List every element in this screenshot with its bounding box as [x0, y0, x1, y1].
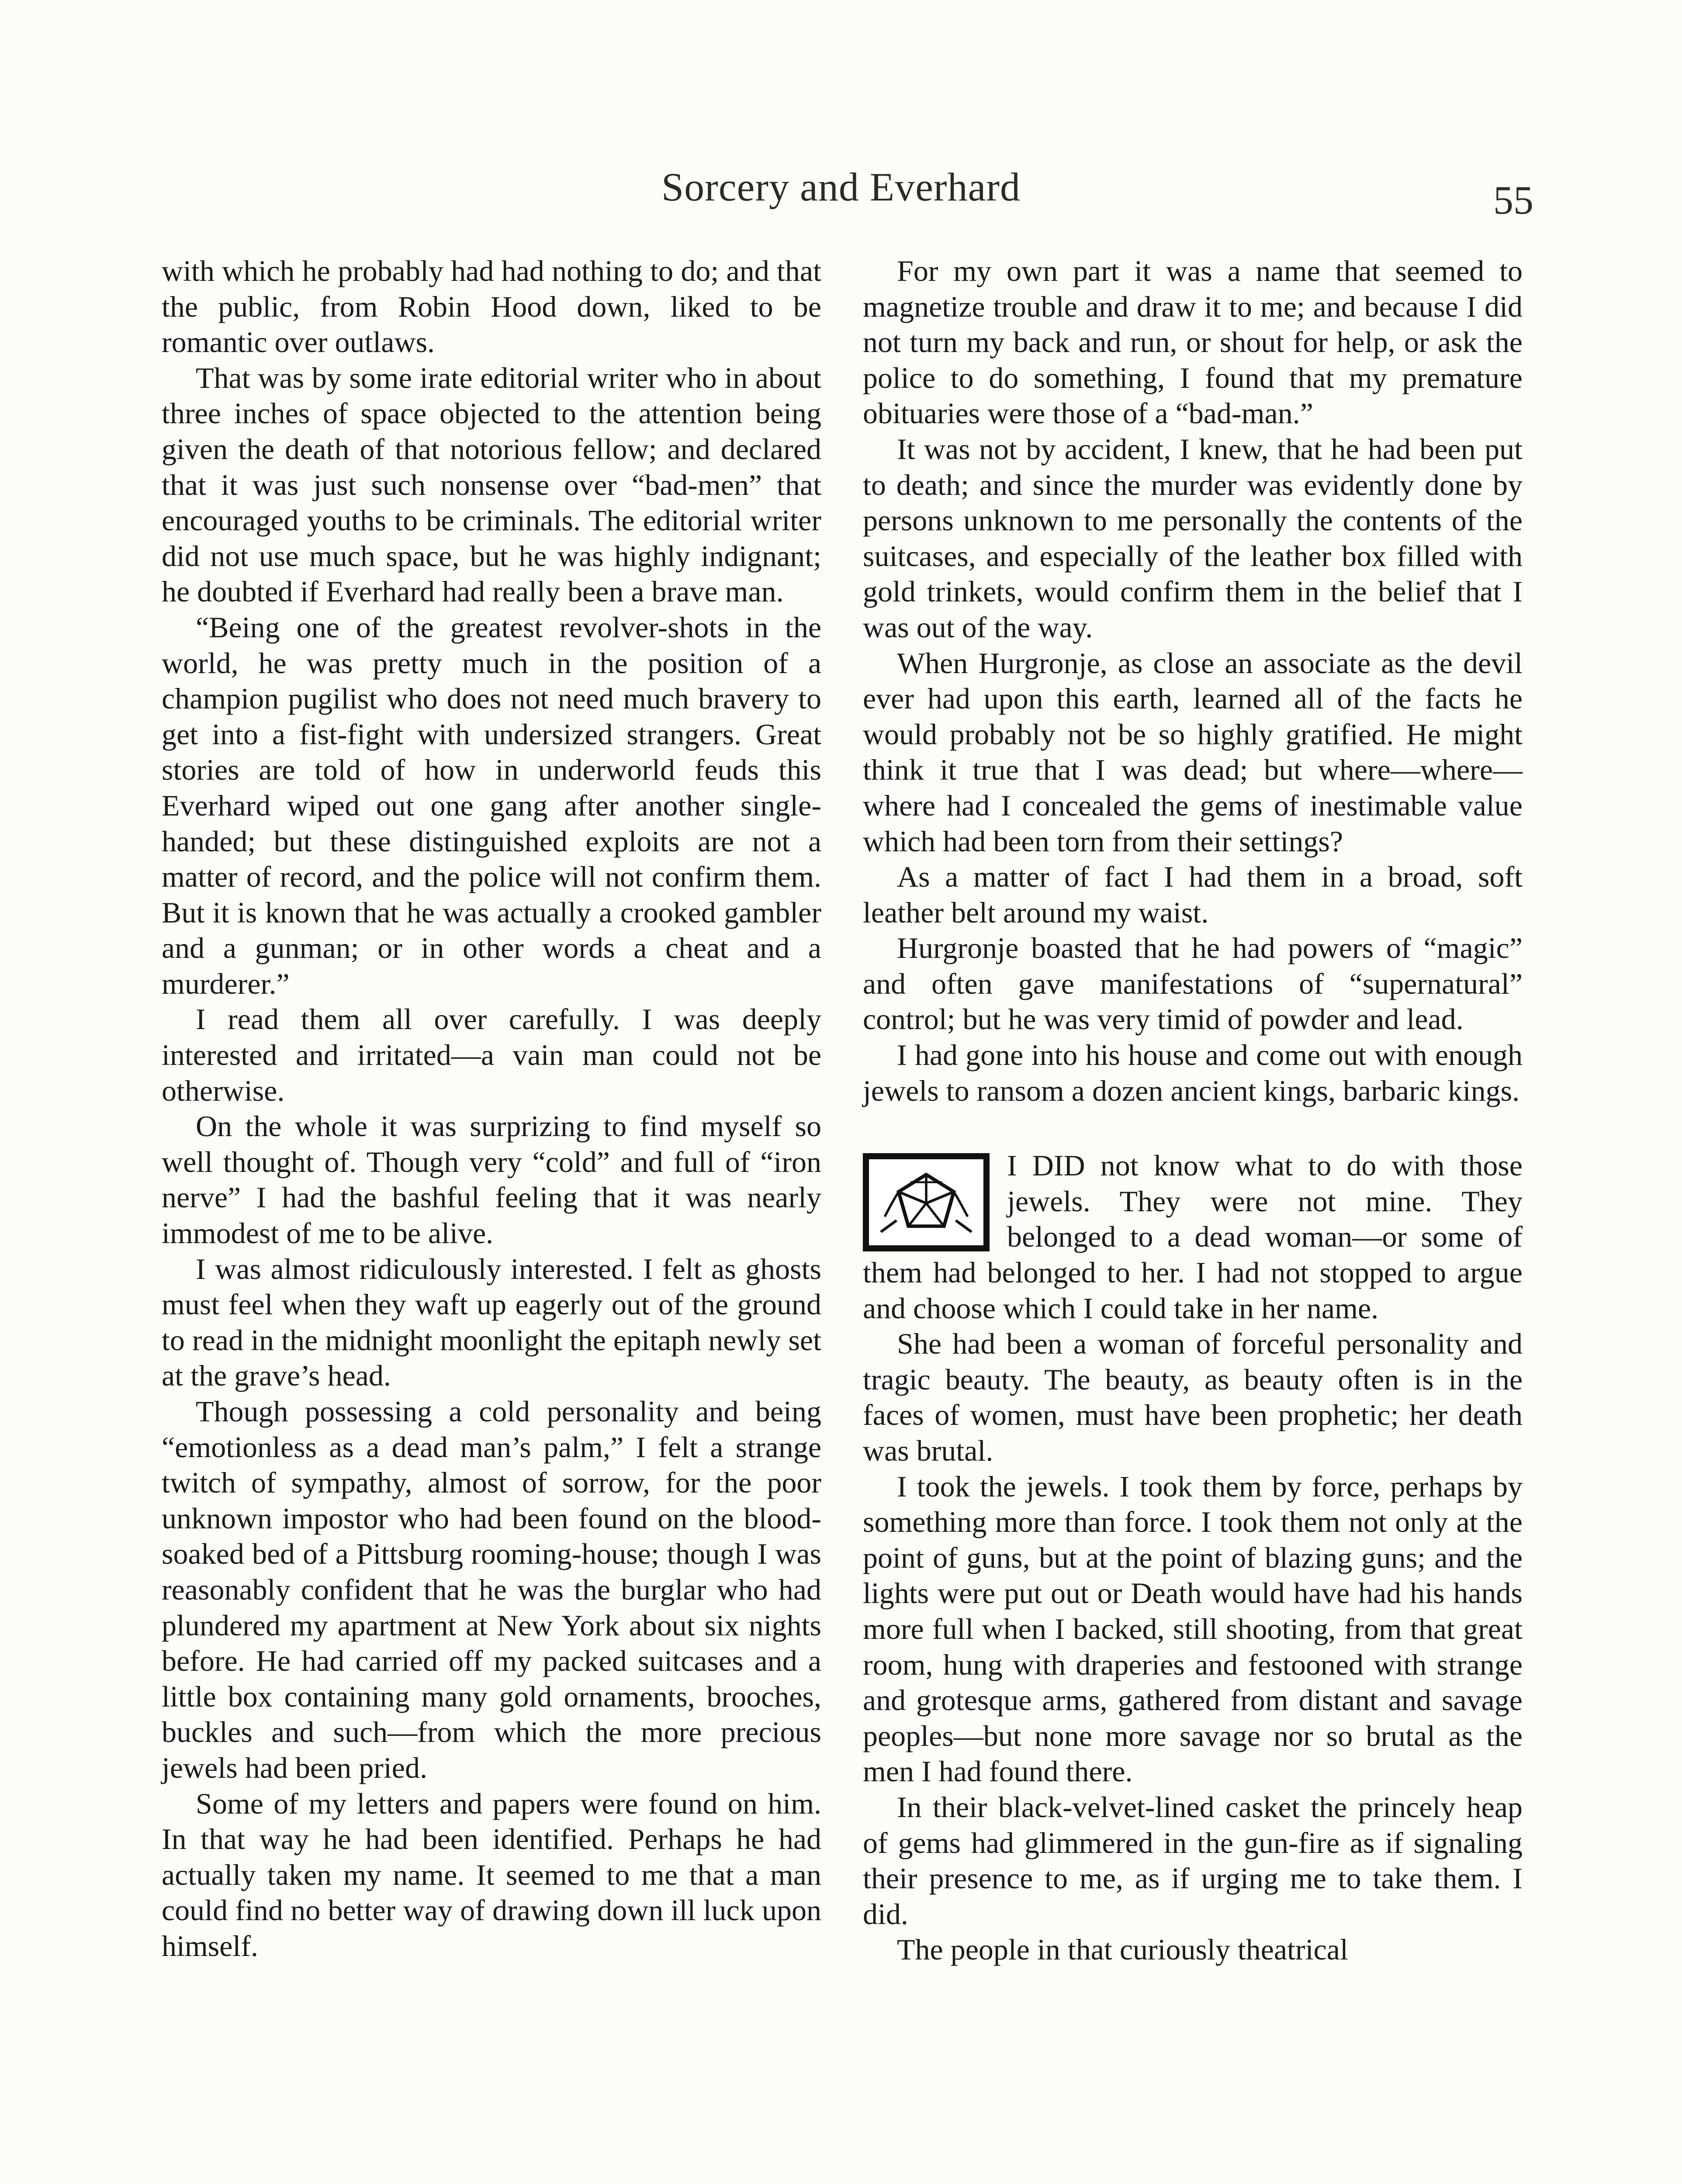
section-break: [863, 1109, 1523, 1148]
paragraph: As a matter of fact I had them in a broad, soft leather belt around my waist.: [863, 860, 1523, 929]
paragraph: It was not by accident, I knew, that he had been put to death; and since the murder was evidently done by persons unknown to me personally the contents of the suitcases, and especially of the leather box filled with gold trinkets, would confirm them in the belief that I was out of the way.: [863, 432, 1523, 644]
diamond-gem-icon: [863, 1153, 990, 1251]
paragraph: For my own part it was a name that seemed to magnetize trouble and draw it to me; and because I did not turn my back and run, or shout for help, or ask the police to do something, I found that my premature obituaries were those of a “bad-man.”: [863, 254, 1523, 430]
paragraph: with which he probably had had nothing to do; and that the public, from Robin Hood down, liked to be romantic over outlaws.: [162, 254, 821, 359]
paragraph: Some of my letters and papers were found on him. In that way he had been identified. Perhaps he had actually taken my name. It seemed to me that a man could find no better way of drawing down ill luck upon himself.: [162, 1787, 821, 1963]
paragraph: I took the jewels. I took them by force, perhaps by something more than force. I took them not only at the point of guns, but at the point of blazing guns; and the lights were put out or Death would have had his hands more full when I backed, still shooting, from that great room, hung with draperies and festooned with strange and grotesque arms, gathered from distant and savage peoples—but none more savage nor so brutal as the men I had found there.: [863, 1469, 1523, 1788]
section-opening: [863, 1148, 1523, 1326]
paragraph: I had gone into his house and come out with enough jewels to ransom a dozen ancient kings, barbaric kings.: [863, 1038, 1523, 1107]
left-column: [162, 253, 821, 1964]
paragraph: That was by some irate editorial writer who in about three inches of space objected to the attention being given the death of that notorious fellow; and declared that it was just such nonsense over “bad-men” that encouraged youths to be criminals. The editorial writer did not use much space, but he was highly indignant; he doubted if Everhard had really been a brave man.: [162, 361, 821, 608]
paragraph: Though possessing a cold personality and being “emotionless as a dead man’s palm,” I felt a strange twitch of sympathy, almost of sorrow, for the poor unknown impostor who had been found on the blood-soaked bed of a Pittsburg rooming-house; though I was reasonably confident that he was the burglar who had plundered my apartment at New York about six nights before. He had carried off my packed suitcases and a little box containing many gold ornaments, brooches, buckles and such—from which the more precious jewels had been pried.: [162, 1395, 821, 1784]
paragraph: The people in that curiously theatrical: [897, 1933, 1348, 1966]
section-first-paragraph: I DID not know what to do with those jewels. They were not mine. They belonged to a dead woman—or some of them had belonged to her. I had not stopped to argue and choose which I could take in her name.: [863, 1149, 1523, 1325]
paragraph: I read them all over carefully. I was deeply interested and irritated—a vain man could not be otherwise.: [162, 1002, 821, 1107]
paragraph: She had been a woman of forceful personality and tragic beauty. The beauty, as beauty often is in the faces of women, must have been prophetic; her death was brutal.: [863, 1327, 1523, 1467]
page-number: 55: [1493, 178, 1533, 222]
paragraph: In their black-velvet-lined casket the princely heap of gems had glimmered in the gun-fire as if signaling their presence to me, as if urging me to take them. I did.: [863, 1790, 1523, 1931]
paragraph: I was almost ridiculously interested. I felt as ghosts must feel when they waft up eagerly out of the ground to read in the midnight moonlight the epitaph newly set at the grave’s head.: [162, 1252, 821, 1393]
paragraph: “Being one of the greatest revolver-shots in the world, he was pretty much in the position of a champion pugilist who does not need much bravery to get into a fist-fight with undersized strangers. Great stories are told of how in underworld feuds this Everhard wiped out one gang after another single-handed; but these distinguished exploits are not a matter of record, and the police will not confirm them. But it is known that he was actually a crooked gambler and a gunman; or in other words a cheat and a murderer.”: [162, 610, 821, 1000]
paragraph: On the whole it was surprizing to find myself so well thought of. Though very “cold” and full of “iron nerve” I had the bashful feeling that it was nearly immodest of me to be alive.: [162, 1109, 821, 1250]
paragraph: Hurgronje boasted that he had powers of “magic” and often gave manifestations of “supernatural” control; but he was very timid of powder and lead.: [863, 931, 1523, 1036]
right-column: [863, 253, 1523, 1968]
running-title: Sorcery and Everhard: [661, 165, 1021, 209]
paragraph: When Hurgronje, as close an associate as the devil ever had upon this earth, learned all of the facts he would probably not be so highly gratified. He might think it true that I was dead; but where—where—where had I concealed the gems of inestimable value which had been torn from their settings?: [863, 646, 1523, 858]
